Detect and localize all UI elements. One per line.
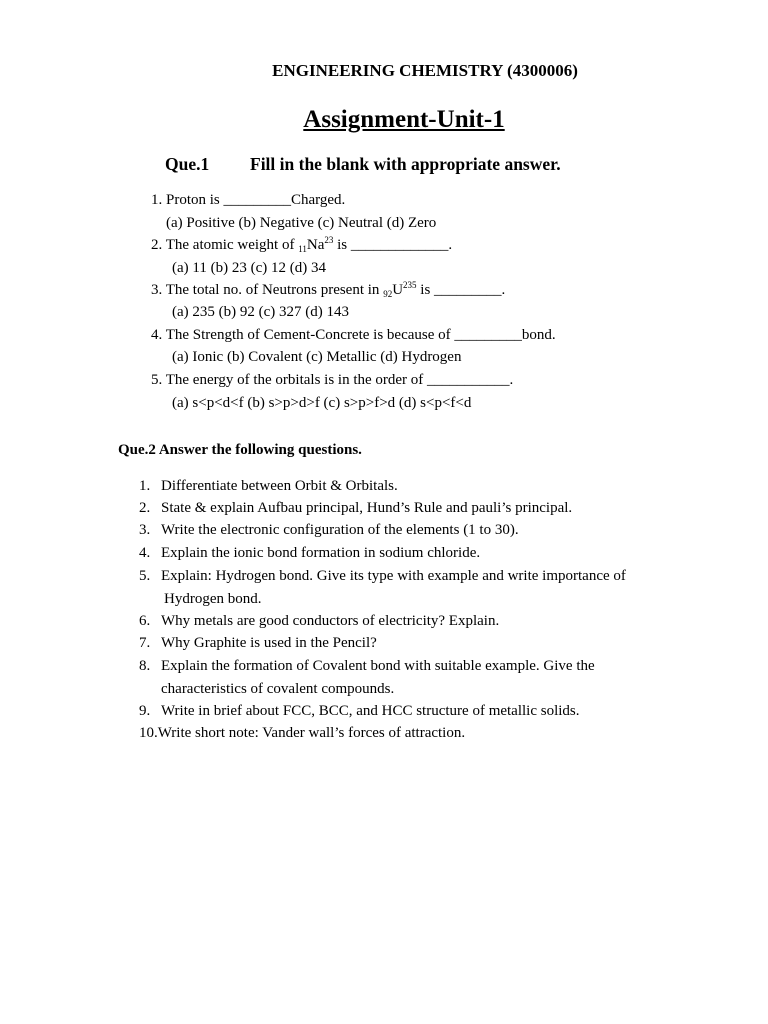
que1-instruction: Fill in the blank with appropriate answer. (250, 154, 561, 174)
q1-item-1-question: 1. Proton is _________Charged. (151, 192, 346, 208)
q1-item-3-text-post: is _________. (416, 282, 506, 298)
q2-item-6-number: 6. (139, 613, 151, 629)
q1-item-4-options: (a) Ionic (b) Covalent (c) Metallic (d) Hydrogen (172, 349, 462, 365)
q1-item-2-symbol: Na (306, 237, 325, 253)
q2-item-3-number: 3. (139, 522, 151, 538)
q1-item-5-options: (a) s<p<d<f (b) s>p>d>f (c) s>p>f>d (d) s<p<f<d (172, 395, 472, 411)
q2-item-5-number: 5. (139, 568, 151, 584)
q2-item-7 (139, 635, 377, 652)
course-title: ENGINEERING CHEMISTRY (4300006) (272, 61, 578, 80)
que1-heading (165, 154, 561, 175)
assignment-title: Assignment-Unit-1 (303, 106, 505, 133)
q2-item-5-continuation: Hydrogen bond. (164, 591, 262, 607)
q1-item-2-text-pre: 2. The atomic weight of (151, 237, 299, 253)
q2-item-6 (139, 613, 499, 630)
q2-item-8-continuation: characteristics of covalent compounds. (161, 681, 395, 697)
que1-label: Que.1 (165, 154, 210, 174)
q2-item-10 (139, 725, 465, 742)
q2-item-5-text: Explain: Hydrogen bond. Give its type with example and write importance of (161, 568, 626, 584)
q2-item-4-number: 4. (139, 545, 151, 561)
q1-item-5-question: 5. The energy of the orbitals is in the order of ___________. (151, 372, 514, 388)
q1-item-3-symbol: U (392, 282, 404, 298)
q1-item-2-subscript: 11 (298, 244, 307, 254)
q2-item-2-number: 2. (139, 500, 151, 516)
q2-item-6-text: Why metals are good conductors of electricity? Explain. (161, 613, 500, 629)
que2-heading: Que.2 Answer the following questions. (118, 442, 362, 458)
q1-item-2-options: (a) 11 (b) 23 (c) 12 (d) 34 (172, 260, 326, 276)
q2-item-4 (139, 545, 480, 562)
q2-item-9-text: Write in brief about FCC, BCC, and HCC structure of metallic solids. (161, 703, 580, 719)
q2-item-7-text: Why Graphite is used in the Pencil? (161, 635, 377, 651)
q2-item-1-text: Differentiate between Orbit & Orbitals. (161, 478, 398, 494)
q2-item-7-number: 7. (139, 635, 151, 651)
q2-item-9 (139, 703, 580, 720)
q2-item-10-number: 10. (139, 725, 158, 741)
q2-item-8 (139, 658, 595, 675)
q1-item-3-text-pre: 3. The total no. of Neutrons present in (151, 282, 384, 298)
q2-item-3-text: Write the electronic configuration of the elements (1 to 30). (161, 522, 519, 538)
q2-item-3 (139, 522, 519, 539)
q2-item-1 (139, 478, 398, 495)
q2-item-2 (139, 500, 572, 517)
q2-item-5 (139, 568, 626, 585)
q1-item-2-text-post: is _____________. (333, 237, 453, 253)
q2-item-8-text: Explain the formation of Covalent bond with suitable example. Give the (161, 658, 595, 674)
q1-item-2-question (151, 237, 452, 254)
q1-item-4-question: 4. The Strength of Cement-Concrete is because of _________bond. (151, 327, 556, 343)
q2-item-8-number: 8. (139, 658, 151, 674)
q1-item-1-options: (a) Positive (b) Negative (c) Neutral (d) Zero (166, 215, 437, 231)
q2-item-9-number: 9. (139, 703, 151, 719)
q1-item-3-options: (a) 235 (b) 92 (c) 327 (d) 143 (172, 304, 350, 320)
q1-item-3-superscript: 235 (403, 280, 417, 290)
q1-item-3-subscript: 92 (383, 289, 393, 299)
q1-item-3-question (151, 282, 505, 299)
q2-item-2-text: State & explain Aufbau principal, Hund’s Rule and pauli’s principal. (161, 500, 573, 516)
q1-item-2-superscript: 23 (324, 235, 334, 245)
q2-item-1-number: 1. (139, 478, 151, 494)
q2-item-10-text: Write short note: Vander wall’s forces of attraction. (157, 725, 466, 741)
q2-item-4-text: Explain the ionic bond formation in sodium chloride. (161, 545, 481, 561)
